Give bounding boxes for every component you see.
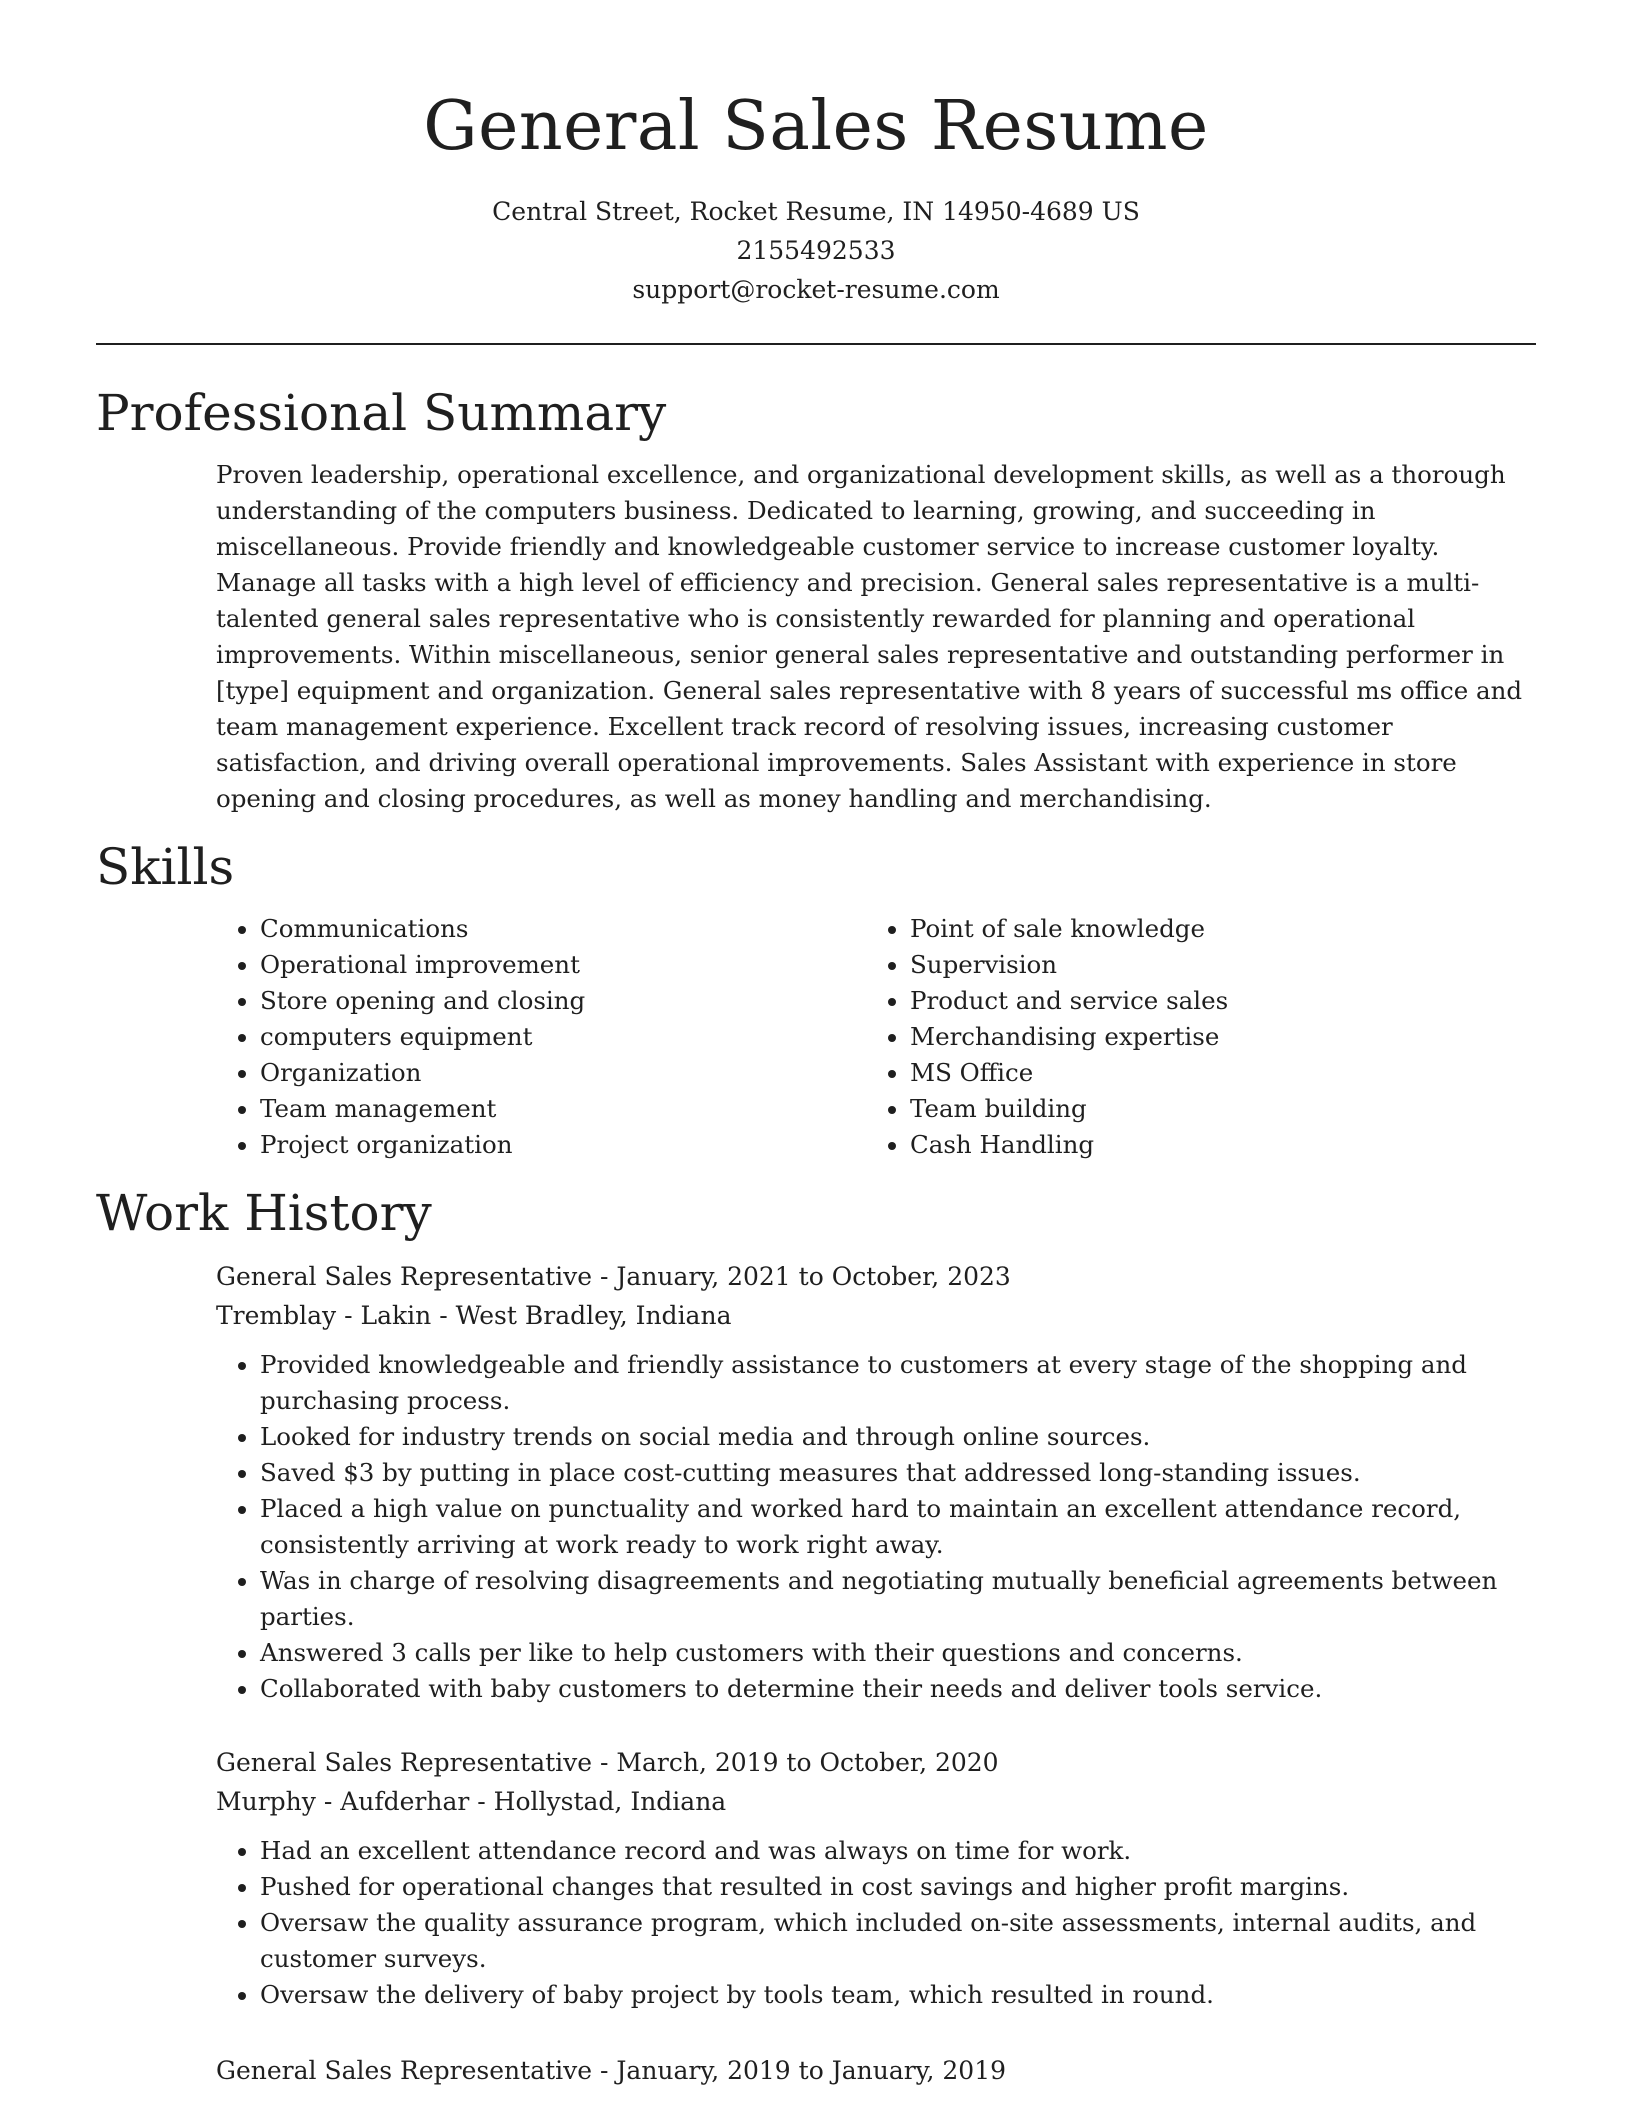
job-dates: - March, 2019 to October, 2020 bbox=[592, 1748, 999, 1777]
job-dates: - January, 2021 to October, 2023 bbox=[592, 1262, 1011, 1291]
skill-item: • MS Office bbox=[910, 1055, 1510, 1091]
skills-list bbox=[216, 911, 1536, 1163]
duty-item: • Placed a high value on punctuality and worked hard to maintain an excellent attendance record, consistently arriving at work ready to work right away. bbox=[260, 1491, 1536, 1563]
job-location: - West Bradley, Indiana bbox=[431, 1301, 732, 1330]
job-header bbox=[216, 1743, 1536, 1821]
skill-item: • Operational improvement bbox=[260, 947, 866, 983]
skill-item: • Store opening and closing bbox=[260, 983, 866, 1019]
skills-column-right bbox=[866, 911, 1510, 1163]
job-title-line bbox=[216, 1743, 1536, 1782]
skill-item: • Project organization bbox=[260, 1127, 866, 1163]
summary-heading: Professional Summary bbox=[96, 384, 667, 442]
contact-email: support@rocket-resume.com bbox=[632, 275, 1000, 304]
duty-item: • Saved $3 by putting in place cost-cutting measures that addressed long-standing issues. bbox=[260, 1455, 1536, 1491]
skill-item: • Product and service sales bbox=[910, 983, 1510, 1019]
job-company: Murphy - Aufderhar bbox=[216, 1787, 470, 1816]
duty-item: • Looked for industry trends on social media and through online sources. bbox=[260, 1419, 1536, 1455]
job-duties bbox=[216, 1347, 1536, 1707]
job-entry bbox=[216, 1257, 1536, 1707]
work-history-heading: Work History bbox=[96, 1184, 432, 1242]
skill-item: • Supervision bbox=[910, 947, 1510, 983]
job-role: General Sales Representative bbox=[216, 1748, 593, 1777]
job-entry bbox=[216, 2051, 1536, 2090]
job-title-line bbox=[216, 1257, 1536, 1296]
duty-item: • Had an excellent attendance record and was always on time for work. bbox=[260, 1833, 1536, 1869]
job-role: General Sales Representative bbox=[216, 2056, 593, 2085]
skills-heading: Skills bbox=[96, 838, 235, 896]
job-header bbox=[216, 1257, 1536, 1335]
duty-item: • Answered 3 calls per like to help customers with their questions and concerns. bbox=[260, 1635, 1536, 1671]
job-company: Tremblay - Lakin bbox=[216, 1301, 432, 1330]
skill-item: • Team management bbox=[260, 1091, 866, 1127]
duty-item: • Was in charge of resolving disagreements and negotiating mutually beneficial agreements between parties. bbox=[260, 1563, 1536, 1635]
skill-item: • Organization bbox=[260, 1055, 866, 1091]
skill-item: • Communications bbox=[260, 911, 866, 947]
duty-item: • Collaborated with baby customers to determine their needs and deliver tools service. bbox=[260, 1671, 1536, 1707]
duty-item: • Provided knowledgeable and friendly assistance to customers at every stage of the shopping and purchasing process. bbox=[260, 1347, 1536, 1419]
duty-item: • Oversaw the quality assurance program, which included on-site assessments, internal audits, and customer surveys. bbox=[260, 1905, 1536, 1977]
job-entry bbox=[216, 1743, 1536, 2013]
job-header bbox=[216, 2051, 1536, 2090]
skills-column-left bbox=[216, 911, 866, 1163]
resume-page bbox=[96, 0, 1536, 2090]
header-divider bbox=[96, 343, 1536, 345]
skill-item: • Merchandising expertise bbox=[910, 1019, 1510, 1055]
job-company-line bbox=[216, 1296, 1536, 1335]
skill-item: • Team building bbox=[910, 1091, 1510, 1127]
job-dates: - January, 2019 to January, 2019 bbox=[592, 2056, 1007, 2085]
summary-text: Proven leadership, operational excellence, and organizational development skills, as well as a thorough understanding of the computers business. Dedicated to learning, growing, and succeeding in miscellaneous. Provide friendly and knowledgeable customer service to increase customer loyalty. Manage all tasks with a high level of efficiency and precision. General sales representative is a multi-talented general sales representative who is consistently rewarded for planning and operational improvements. Within miscellaneous, senior general sales representative and outstanding performer in [type] equipment and organization. General sales representative with 8 years of successful ms office and team management experience. Excellent track record of resolving issues, increasing customer satisfaction, and driving overall operational improvements. Sales Assistant with experience in store opening and closing procedures, as well as money handling and merchandising. bbox=[216, 460, 1523, 813]
resume-title: General Sales Resume bbox=[423, 87, 1209, 166]
resume-header bbox=[96, 0, 1536, 309]
job-duties bbox=[216, 1833, 1536, 2013]
skill-item: • Point of sale knowledge bbox=[910, 911, 1510, 947]
skill-item: • Cash Handling bbox=[910, 1127, 1510, 1163]
duty-item: • Oversaw the delivery of baby project by tools team, which resulted in round. bbox=[260, 1977, 1536, 2013]
contact-block bbox=[96, 192, 1536, 309]
job-company-line bbox=[216, 1782, 1536, 1821]
job-location: - Hollystad, Indiana bbox=[469, 1787, 727, 1816]
duty-item: • Pushed for operational changes that resulted in cost savings and higher profit margins. bbox=[260, 1869, 1536, 1905]
contact-phone: 2155492533 bbox=[736, 236, 896, 265]
skill-item: • computers equipment bbox=[260, 1019, 866, 1055]
job-role: General Sales Representative bbox=[216, 1262, 593, 1291]
job-title-line bbox=[216, 2051, 1536, 2090]
contact-address: Central Street, Rocket Resume, IN 14950-4689 US bbox=[492, 197, 1140, 226]
